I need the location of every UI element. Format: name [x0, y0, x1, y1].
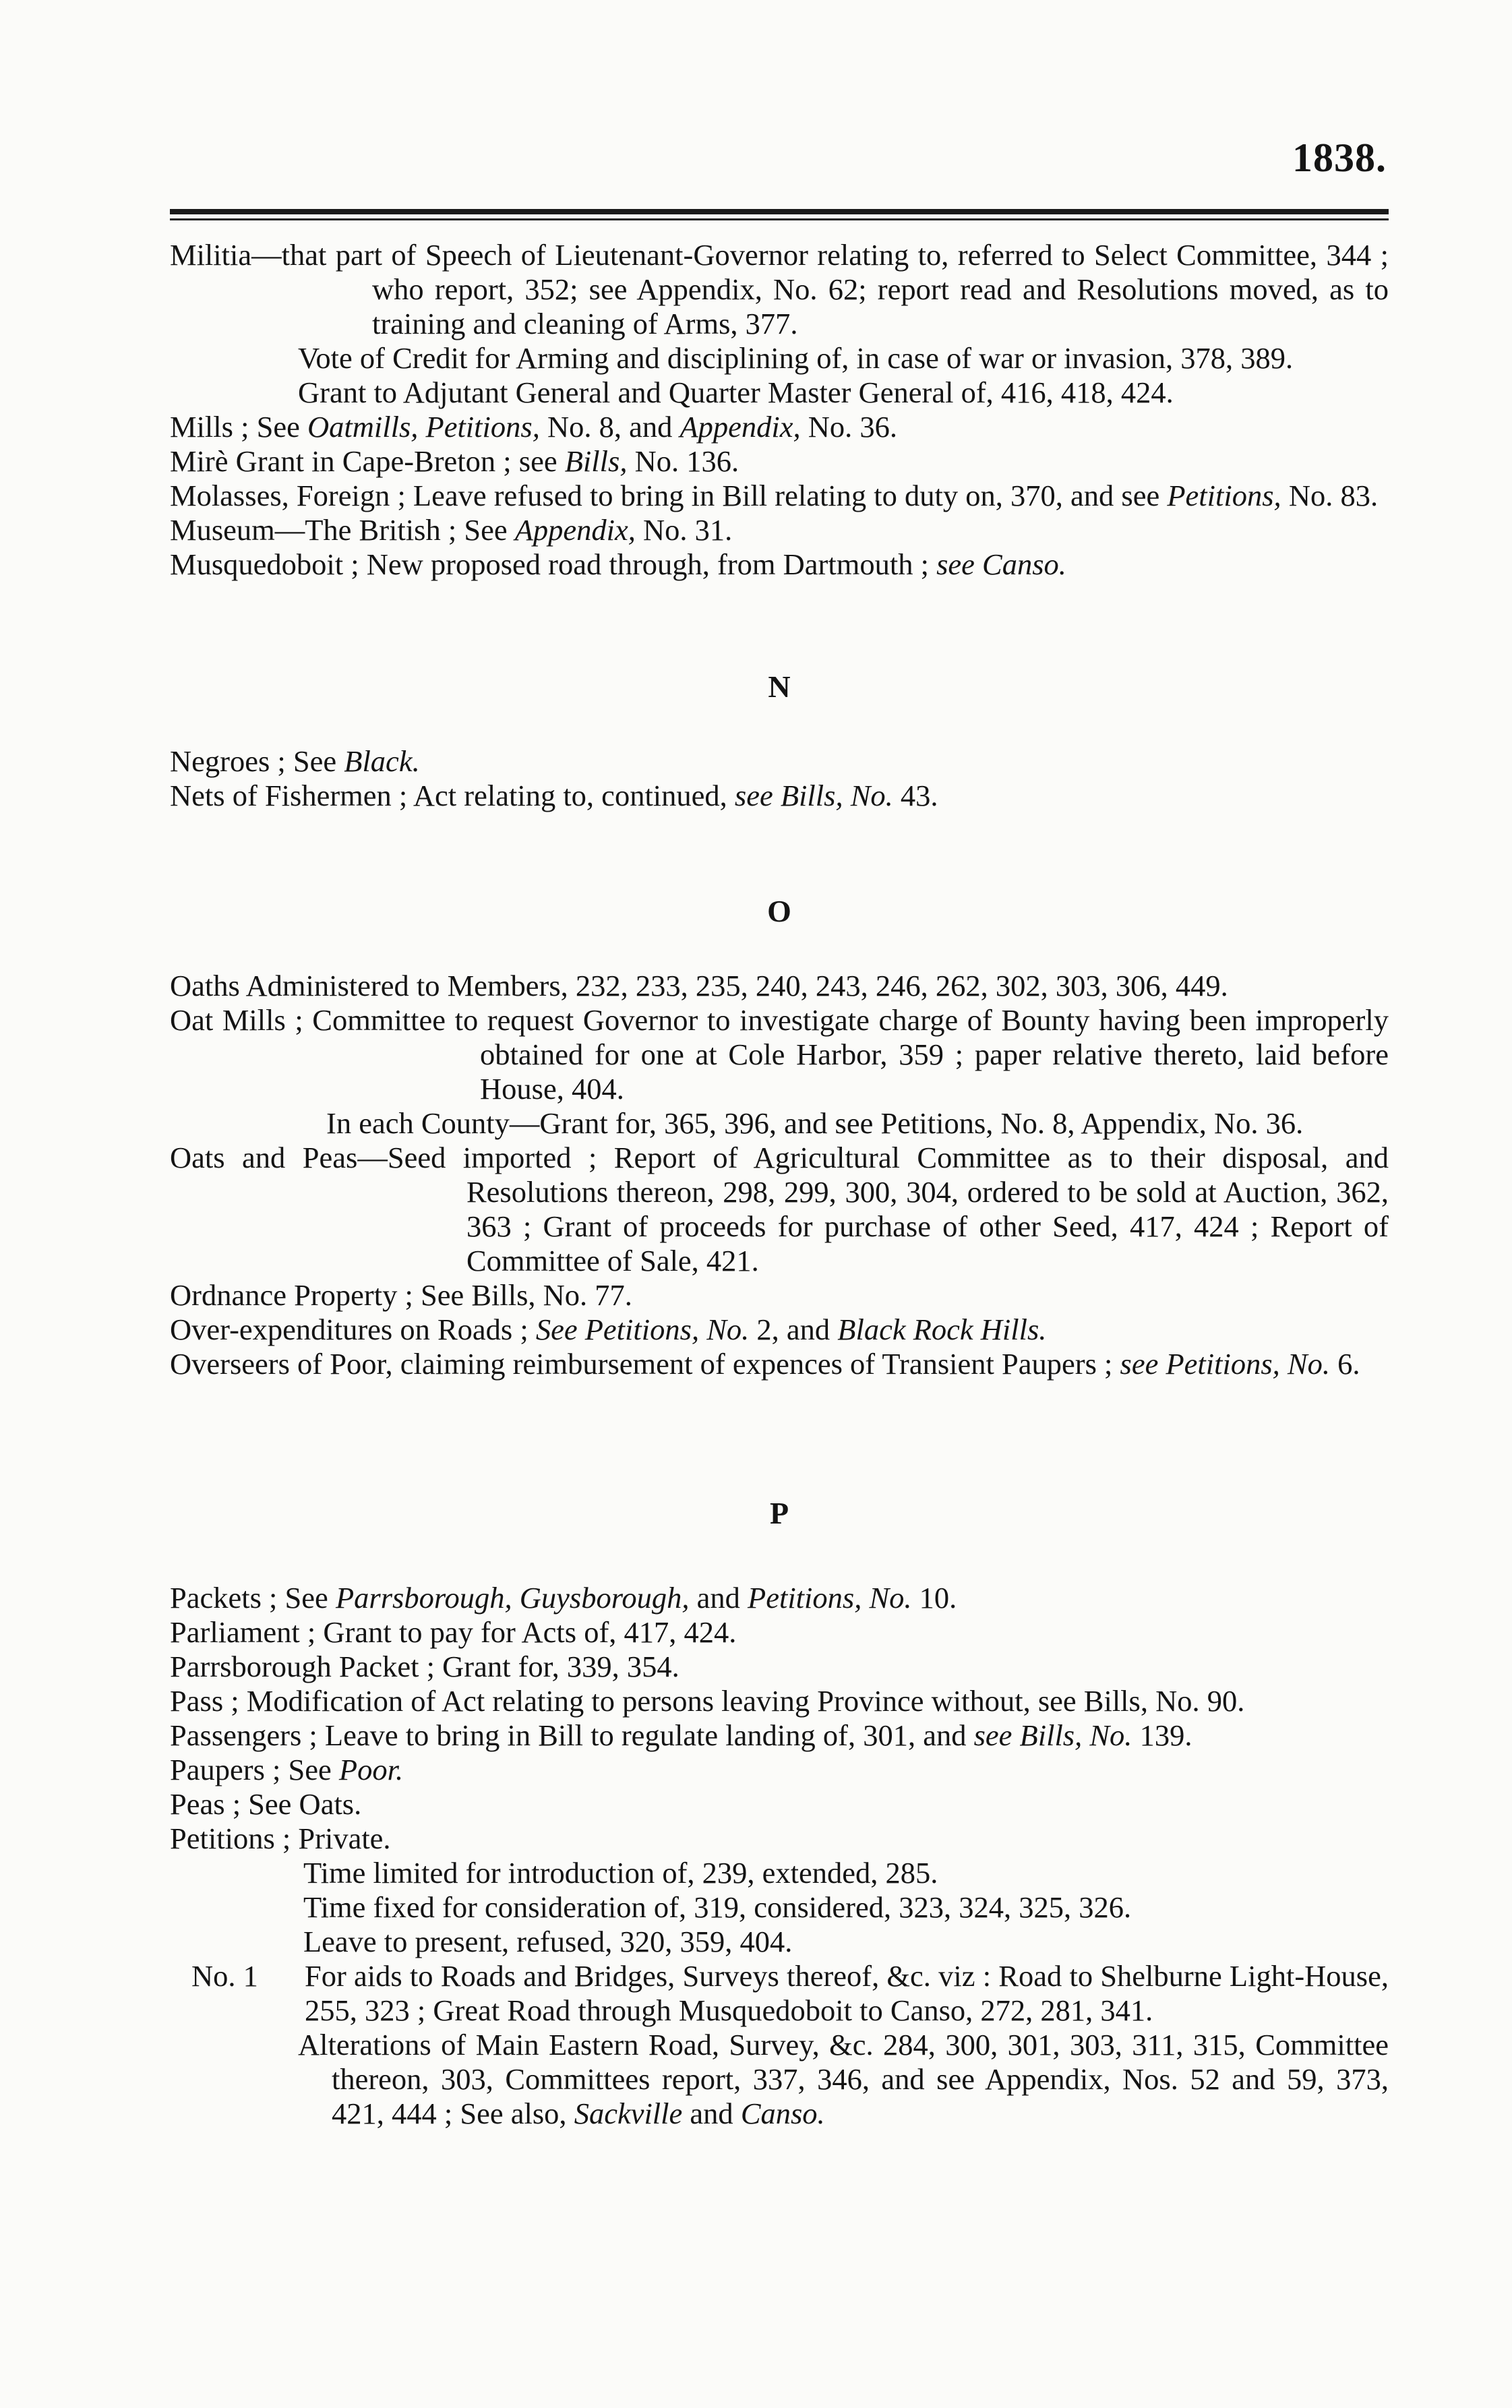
entry-ordnance: Ordnance Property ; See Bills, No. 77. — [170, 1278, 632, 1312]
entry-parliament: Parliament ; Grant to pay for Acts of, 417, 424. — [170, 1615, 737, 1649]
entry-militia: Militia—that part of Speech of Lieutenant-Governor relating to, referred to Select Committee, 344 ; who report, 352; see Appendix, No. 62; report read and Resolutions moved, as to training and cleaning of Arms, 377. — [170, 238, 1389, 340]
entry-oat-mills-county: In each County—Grant for, 365, 396, and see Petitions, No. 8, Appendix, No. 36. — [326, 1106, 1304, 1140]
entry-petitions-time-limited: Time limited for introduction of, 239, extended, 285. — [303, 1856, 938, 1890]
entry-molasses: Molasses, Foreign ; Leave refused to bring in Bill relating to duty on, 370, and see Petitions, No. 83. — [170, 479, 1379, 512]
entry-petitions-leave: Leave to present, refused, 320, 359, 404. — [303, 1925, 793, 1958]
entry-militia-vote: Vote of Credit for Arming and disciplining of, in case of war or invasion, 378, 389. — [298, 341, 1294, 375]
entry-overseers: Overseers of Poor, claiming reimbursement of expences of Transient Paupers ; see Petitions, No. 6. — [170, 1347, 1360, 1381]
entry-negroes: Negroes ; See Black. — [170, 744, 420, 778]
petition-number: No. 1 — [191, 1959, 258, 1993]
entry-petitions-time-fixed: Time fixed for consideration of, 319, considered, 323, 324, 325, 326. — [303, 1890, 1132, 1924]
entry-over-expenditures: Over-expenditures on Roads ; See Petitions, No. 2, and Black Rock Hills. — [170, 1313, 1047, 1346]
entry-militia-grant: Grant to Adjutant General and Quarter Master General of, 416, 418, 424. — [298, 375, 1174, 409]
entry-nets: Nets of Fishermen ; Act relating to, continued, see Bills, No. 43. — [170, 779, 938, 812]
entry-oats-and-peas: Oats and Peas—Seed imported ; Report of Agricultural Committee as to their disposal, and Resolutions thereon, 298, 299, 300, 304, ordered to be sold at Auction, 362, 363 ; Grant of proceeds for purchase of other Seed, 417, 424 ; Report of Committee of Sale, 421. — [170, 1141, 1389, 1277]
entry-petitions: Petitions ; Private. — [170, 1822, 391, 1855]
entry-musquedoboit: Musquedoboit ; New proposed road through, from Dartmouth ; see Canso. — [170, 547, 1066, 581]
index-content — [170, 238, 1389, 2131]
entry-oaths: Oaths Administered to Members, 232, 233, 235, 240, 243, 246, 262, 302, 303, 306, 449. — [170, 969, 1228, 1002]
header-rule-thick — [170, 209, 1389, 214]
section-heading-n: N — [768, 669, 791, 704]
page-year: 1838. — [1292, 136, 1387, 180]
section-heading-o: O — [767, 894, 791, 928]
entry-passengers: Passengers ; Leave to bring in Bill to regulate landing of, 301, and see Bills, No. 139. — [170, 1718, 1192, 1752]
section-heading-p: P — [769, 1496, 789, 1530]
entry-mills: Mills ; See Oatmills, Petitions, No. 8, and Appendix, No. 36. — [170, 410, 898, 444]
entry-petitions-no1 — [170, 1959, 1389, 2028]
entry-pass: Pass ; Modification of Act relating to persons leaving Province without, see Bills, No. 90. — [170, 1684, 1245, 1718]
entry-petitions-alterations: Alterations of Main Eastern Road, Survey, &c. 284, 300, 301, 303, 311, 315, Committee thereon, 303, Committees report, 337, 346, and see Appendix, Nos. 52 and 59, 373, 421, 444 ; See also, Sackville and Canso. — [298, 2028, 1389, 2130]
entry-parrsborough: Parrsborough Packet ; Grant for, 339, 354. — [170, 1650, 679, 1683]
entry-peas: Peas ; See Oats. — [170, 1787, 362, 1821]
entry-mire: Mirè Grant in Cape-Breton ; see Bills, No. 136. — [170, 444, 739, 478]
entry-oat-mills: Oat Mills ; Committee to request Governor to investigate charge of Bounty having been improperly obtained for one at Cole Harbor, 359 ; paper relative thereto, laid before House, 404. — [170, 1003, 1389, 1106]
petition-no1-text: For aids to Roads and Bridges, Surveys thereof, &c. viz : Road to Shelburne Light-House, 255, 323 ; Great Road through Musquedoboit to Canso, 272, 281, 341. — [305, 1959, 1389, 2027]
header-rule-thin — [170, 218, 1389, 220]
entry-paupers: Paupers ; See Poor. — [170, 1753, 404, 1786]
entry-museum: Museum—The British ; See Appendix, No. 31. — [170, 513, 733, 547]
entry-packets: Packets ; See Parrsborough, Guysborough, and Petitions, No. 10. — [170, 1581, 957, 1615]
